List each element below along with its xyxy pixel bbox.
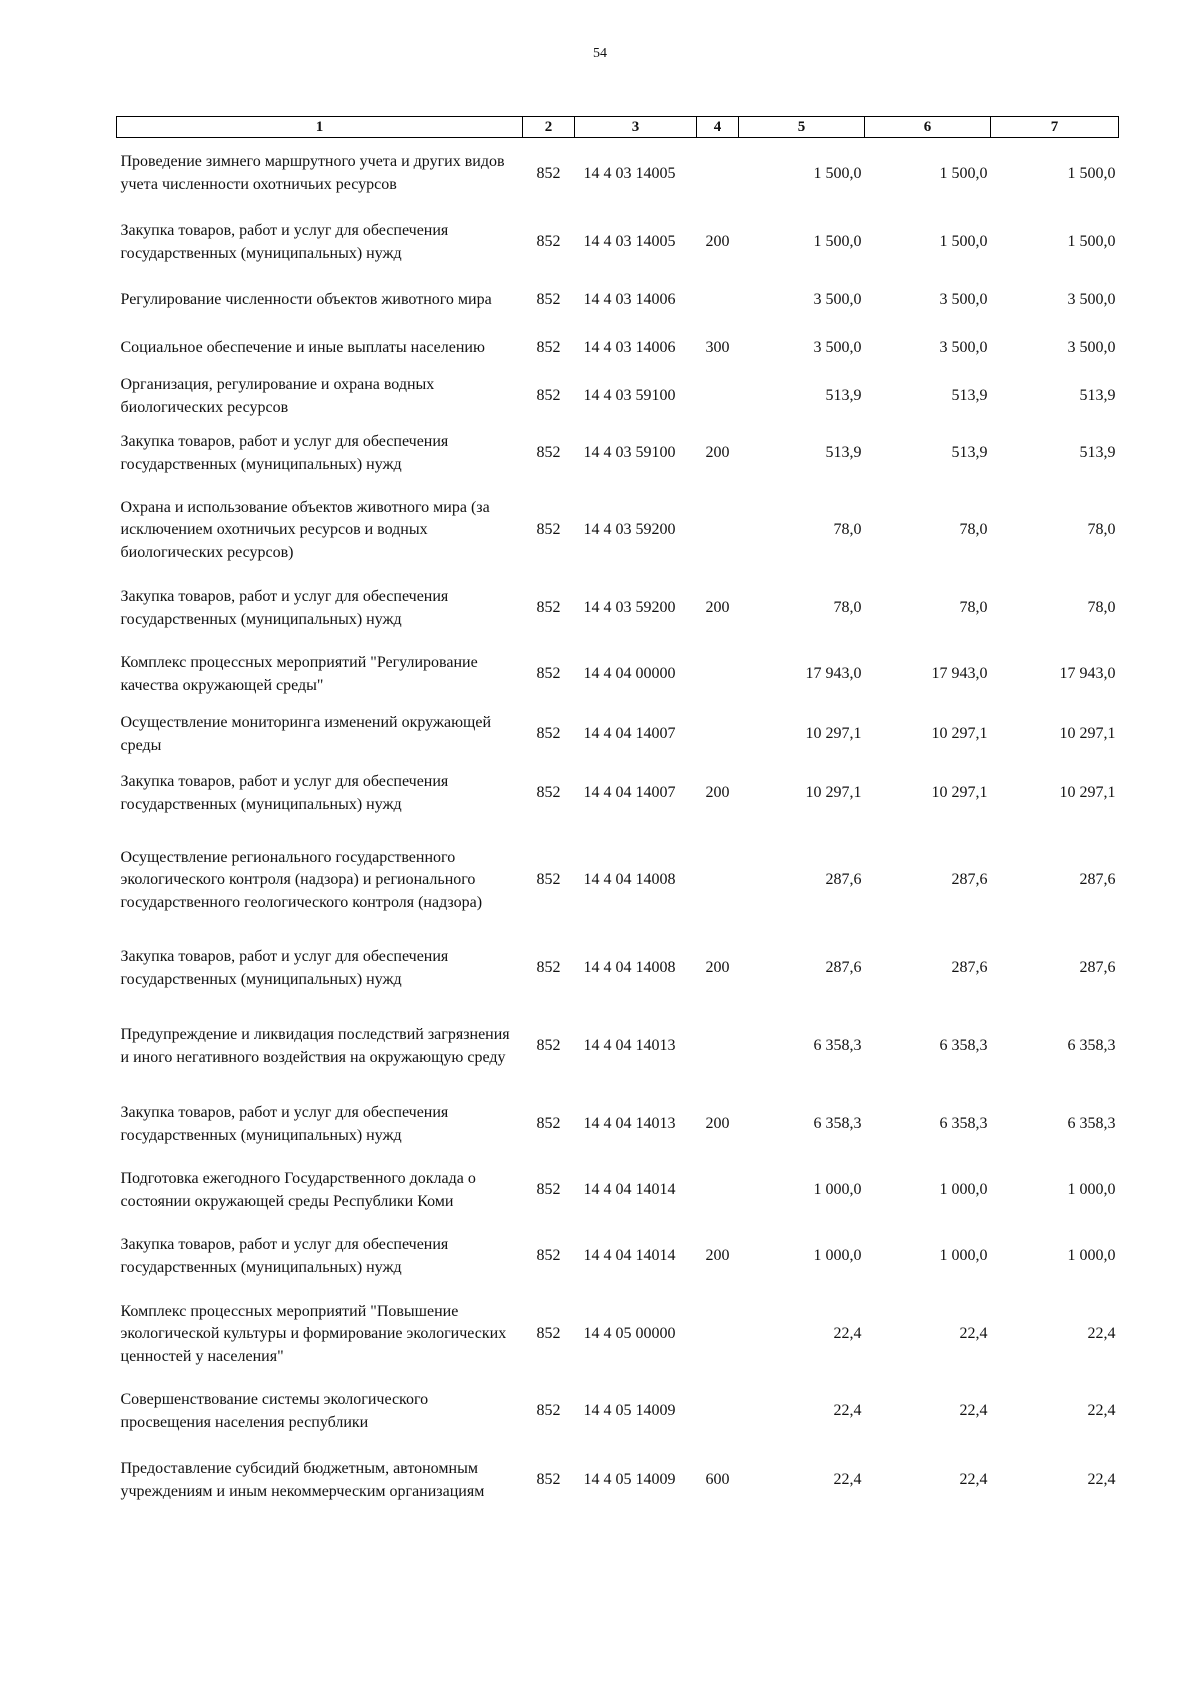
row-target-article: 14 4 05 14009 [583,1471,676,1489]
table-row [117,642,1119,708]
row-value-7: 3 500,0 [1067,291,1116,309]
row-target-article: 14 4 03 14006 [583,291,676,309]
row-value-5: 22,4 [833,1325,862,1343]
row-name: Предупреждение и ликвидация последствий загрязнения и иного негативного воздействия на окружающую среду [120,1026,510,1066]
row-value-6: 513,9 [951,387,988,405]
row-value-7: 1 000,0 [1067,1181,1116,1199]
table-row [117,826,1119,936]
row-target-article: 14 4 04 14014 [583,1181,676,1199]
row-value-7: 513,9 [1079,387,1116,405]
row-value-5: 513,9 [825,444,862,462]
table-row [117,422,1119,486]
row-name: Комплекс процессных мероприятий "Регулирование качества окружающей среды" [120,654,478,694]
table-row [117,708,1119,762]
row-name: Совершенствование системы экологического просвещения населения республики [120,1391,429,1431]
row-name: Комплекс процессных мероприятий "Повышение экологической культуры и формирование экологических ценностей у населения" [120,1302,507,1365]
row-value-5: 78,0 [833,599,862,617]
row-value-5: 3 500,0 [813,291,862,309]
column-header-6: 6 [865,117,991,138]
row-expense-type: 200 [705,784,730,802]
row-expense-type: 200 [705,233,730,251]
row-name: Предоставление субсидий бюджетным, автономным учреждениям и иным некоммерческим организациям [120,1460,485,1500]
row-code: 852 [536,1402,561,1420]
row-value-5: 1 000,0 [813,1181,862,1199]
table-row [117,138,1119,210]
row-value-7: 6 358,3 [1067,1037,1116,1055]
row-code: 852 [536,521,561,539]
row-code: 852 [536,1325,561,1343]
row-expense-type: 200 [705,599,730,617]
table-row [117,276,1119,326]
table-row [117,210,1119,276]
row-value-7: 22,4 [1087,1471,1116,1489]
row-expense-type: 200 [705,959,730,977]
row-name: Закупка товаров, работ и услуг для обеспечения государственных (муниципальных) нужд [120,588,449,628]
header-row [117,117,1119,138]
table-row [117,486,1119,576]
row-expense-type [697,1158,739,1224]
row-value-7: 78,0 [1087,521,1116,539]
row-value-7: 1 500,0 [1067,164,1116,182]
row-expense-type [697,138,739,210]
row-value-5: 6 358,3 [813,1037,862,1055]
row-value-5: 1 000,0 [813,1247,862,1265]
table-row [117,372,1119,422]
budget-table [116,116,1119,1518]
row-value-6: 287,6 [951,871,988,889]
row-value-7: 22,4 [1087,1402,1116,1420]
row-value-6: 6 358,3 [939,1037,988,1055]
column-header-3: 3 [575,117,697,138]
row-value-5: 1 500,0 [813,164,862,182]
row-value-5: 78,0 [833,521,862,539]
row-target-article: 14 4 03 14006 [583,339,676,357]
row-value-5: 22,4 [833,1471,862,1489]
table-row [117,576,1119,642]
row-value-6: 22,4 [959,1402,988,1420]
row-name: Организация, регулирование и охрана водных биологических ресурсов [120,376,435,416]
column-header-4: 4 [697,117,739,138]
row-expense-type [697,276,739,326]
row-value-5: 1 500,0 [813,233,862,251]
row-name: Осуществление мониторинга изменений окружающей среды [120,714,492,754]
row-value-5: 287,6 [825,959,862,977]
row-target-article: 14 4 04 14014 [583,1247,676,1265]
table-row [117,1290,1119,1380]
row-value-6: 17 943,0 [931,665,988,683]
row-code: 852 [536,1471,561,1489]
row-code: 852 [536,1181,561,1199]
row-target-article: 14 4 04 14013 [583,1115,676,1133]
row-name: Закупка товаров, работ и услуг для обеспечения государственных (муниципальных) нужд [120,1236,449,1276]
table-row [117,326,1119,372]
row-value-7: 287,6 [1079,871,1116,889]
row-value-5: 513,9 [825,387,862,405]
row-value-7: 6 358,3 [1067,1115,1116,1133]
row-target-article: 14 4 03 14005 [583,233,676,251]
row-target-article: 14 4 03 59200 [583,521,676,539]
row-target-article: 14 4 04 14008 [583,871,676,889]
row-code: 852 [536,291,561,309]
row-code: 852 [536,784,561,802]
row-name: Проведение зимнего маршрутного учета и других видов учета численности охотничьих ресурсов [120,153,505,193]
row-expense-type [697,642,739,708]
row-name: Подготовка ежегодного Государственного доклада о состоянии окружающей среды Республики Коми [120,1170,476,1210]
row-expense-type: 200 [705,1115,730,1133]
row-code: 852 [536,164,561,182]
row-value-7: 287,6 [1079,959,1116,977]
row-code: 852 [536,871,561,889]
row-value-5: 22,4 [833,1402,862,1420]
row-value-5: 6 358,3 [813,1115,862,1133]
row-name: Осуществление регионального государственного экологического контроля (надзора) и регионального государственного геологического контроля (надзора) [120,848,483,911]
page-number: 54 [593,46,607,61]
row-value-7: 22,4 [1087,1325,1116,1343]
row-code: 852 [536,444,561,462]
row-name: Социальное обеспечение и иные выплаты населению [120,339,485,357]
row-target-article: 14 4 05 00000 [583,1325,676,1343]
row-expense-type [697,1290,739,1380]
row-value-6: 78,0 [959,599,988,617]
row-target-article: 14 4 04 14007 [583,725,676,743]
column-header-1: 1 [117,117,523,138]
row-value-6: 287,6 [951,959,988,977]
row-name: Закупка товаров, работ и услуг для обеспечения государственных (муниципальных) нужд [120,948,449,988]
row-expense-type [697,1002,739,1092]
row-value-7: 17 943,0 [1059,665,1116,683]
row-expense-type: 300 [705,339,730,357]
row-target-article: 14 4 03 14005 [583,164,676,182]
table-row [117,1092,1119,1158]
row-value-7: 1 500,0 [1067,233,1116,251]
row-value-6: 3 500,0 [939,339,988,357]
row-name: Закупка товаров, работ и услуг для обеспечения государственных (муниципальных) нужд [120,433,449,473]
row-code: 852 [536,725,561,743]
row-target-article: 14 4 04 14007 [583,784,676,802]
table-row [117,1002,1119,1092]
row-name: Закупка товаров, работ и услуг для обеспечения государственных (муниципальных) нужд [120,1104,449,1144]
row-value-6: 78,0 [959,521,988,539]
table-row [117,936,1119,1002]
row-value-6: 1 000,0 [939,1181,988,1199]
row-expense-type [697,486,739,576]
row-value-7: 513,9 [1079,444,1116,462]
table-row [117,1158,1119,1224]
row-value-6: 10 297,1 [931,784,988,802]
row-target-article: 14 4 05 14009 [583,1402,676,1420]
row-target-article: 14 4 03 59100 [583,444,676,462]
column-header-7: 7 [991,117,1119,138]
row-expense-type [697,1380,739,1444]
row-code: 852 [536,665,561,683]
row-expense-type: 600 [705,1471,730,1489]
row-value-6: 3 500,0 [939,291,988,309]
row-value-5: 10 297,1 [805,725,862,743]
row-value-6: 513,9 [951,444,988,462]
row-value-6: 1 500,0 [939,164,988,182]
row-expense-type [697,708,739,762]
row-expense-type: 200 [705,444,730,462]
row-target-article: 14 4 04 14008 [583,959,676,977]
row-value-7: 3 500,0 [1067,339,1116,357]
row-expense-type [697,826,739,936]
row-value-5: 3 500,0 [813,339,862,357]
row-code: 852 [536,1037,561,1055]
row-name: Регулирование численности объектов животного мира [120,291,492,309]
row-target-article: 14 4 03 59200 [583,599,676,617]
table-row [117,1380,1119,1444]
row-name: Закупка товаров, работ и услуг для обеспечения государственных (муниципальных) нужд [120,222,449,262]
row-value-6: 1 000,0 [939,1247,988,1265]
row-code: 852 [536,387,561,405]
row-target-article: 14 4 03 59100 [583,387,676,405]
row-code: 852 [536,339,561,357]
row-code: 852 [536,233,561,251]
row-expense-type: 200 [705,1247,730,1265]
row-value-6: 22,4 [959,1471,988,1489]
row-code: 852 [536,1115,561,1133]
column-header-5: 5 [739,117,865,138]
row-value-7: 10 297,1 [1059,784,1116,802]
row-code: 852 [536,959,561,977]
table-row [117,762,1119,826]
row-code: 852 [536,1247,561,1265]
row-value-7: 1 000,0 [1067,1247,1116,1265]
row-value-6: 6 358,3 [939,1115,988,1133]
table-row [117,1224,1119,1290]
row-value-7: 10 297,1 [1059,725,1116,743]
row-target-article: 14 4 04 00000 [583,665,676,683]
row-target-article: 14 4 04 14013 [583,1037,676,1055]
row-value-5: 10 297,1 [805,784,862,802]
row-value-6: 1 500,0 [939,233,988,251]
row-value-5: 287,6 [825,871,862,889]
row-name: Закупка товаров, работ и услуг для обеспечения государственных (муниципальных) нужд [120,773,449,813]
row-value-5: 17 943,0 [805,665,862,683]
row-value-7: 78,0 [1087,599,1116,617]
row-value-6: 22,4 [959,1325,988,1343]
row-code: 852 [536,599,561,617]
row-expense-type [697,372,739,422]
row-value-6: 10 297,1 [931,725,988,743]
row-name: Охрана и использование объектов животного мира (за исключением охотничьих ресурсов и водных биологических ресурсов) [120,498,490,561]
table-row [117,1444,1119,1518]
column-header-2: 2 [523,117,575,138]
